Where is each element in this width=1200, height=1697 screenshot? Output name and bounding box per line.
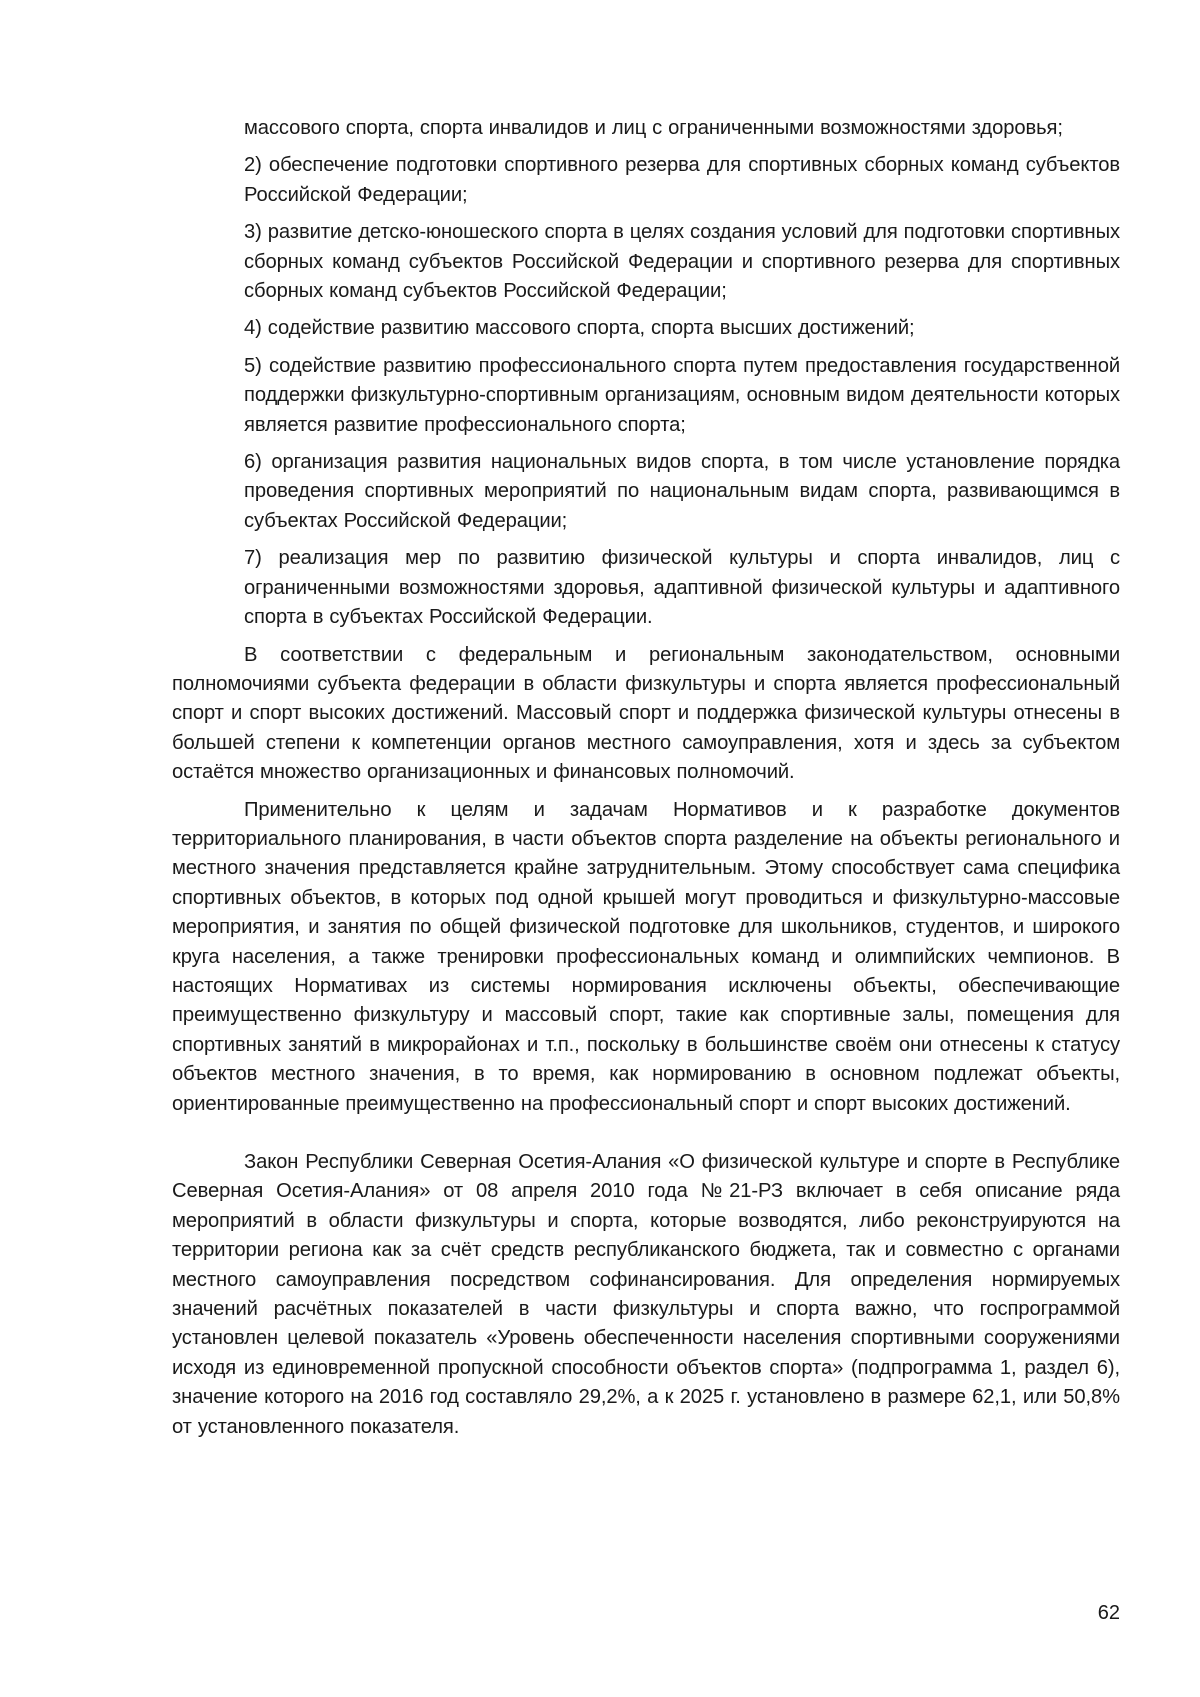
list-item-3: 3) развитие детско-юношеского спорта в целях создания условий для подготовки спортивных сборных команд субъектов Российской Федерации и спортивного резерва для спортивных сборных команд субъектов Российской Федерации; bbox=[244, 221, 1120, 303]
paragraph-federal-legislation: В соответствии с федеральным и региональным законодательством, основными полномочиями субъекта федерации в области физкультуры и спорта является профессиональный спорт и спорт высоких достижений. Массовый спорт и поддержка физической культуры отнесены в большей степени к компетенции органов местного самоуправления, хотя и здесь за субъектом остаётся множество организационных и финансовых полномочий. bbox=[172, 643, 1120, 784]
page-body-text bbox=[172, 114, 1120, 1450]
page-number: 62 bbox=[1097, 1602, 1120, 1624]
paragraph-regional-law: Закон Республики Северная Осетия-Алания «О физической культуре и спорте в Республике Северная Осетия-Алания» от 08 апреля 2010 года №21-РЗ включает в себя описание ряда мероприятий в области физкультуры и спорта, которые возводятся, либо реконструируются на территории региона как за счёт средств республиканского бюджета, так и совместно с органами местного самоуправления посредством софинансирования. Для определения нормируемых значений расчётных показателей в части физкультуры и спорта важно, что госпрограммой установлен целевой показатель «Уровень обеспеченности населения спортивными сооружениями исходя из единовременной пропускной способности объектов спорта» (подпрограмма 1, раздел 6), значение которого на 2016 год составляло 29,2%, а к 2025 г. установлено в размере 62,1, или 50,8% от установленного показателя. bbox=[172, 1151, 1120, 1438]
paragraph-normatives: Применительно к целям и задачам Нормативов и к разработке документов территориального планирования, в части объектов спорта разделение на объекты регионального и местного значения представляется крайне затруднительным. Этому способствует сама специфика спортивных объектов, в которых под одной крышей могут проводиться и физкультурно-массовые мероприятия, и занятия по общей физической подготовке для школьников, студентов, и широкого круга населения, а также тренировки профессиональных команд и олимпийских чемпионов. В настоящих Нормативах из системы нормирования исключены объекты, обеспечивающие преимущественно физкультуру и массовый спорт, такие как спортивные залы, помещения для спортивных занятий в микрорайонах и т.п., поскольку в большинстве своём они отнесены к статусу объектов местного значения, в то время, как нормированию в основном подлежат объекты, ориентированные преимущественно на профессиональный спорт и спорт высоких достижений. bbox=[172, 798, 1120, 1115]
list-item-continuation: массового спорта, спорта инвалидов и лиц с ограниченными возможностями здоровья; bbox=[244, 117, 1063, 139]
list-item-7: 7) реализация мер по развитию физической культуры и спорта инвалидов, лиц с ограниченными возможностями здоровья, адаптивной физической культуры и адаптивного спорта в субъектах Российской Федерации. bbox=[244, 547, 1120, 629]
list-item-6: 6) организация развития национальных видов спорта, в том числе установление порядка проведения спортивных мероприятий по национальным видам спорта, развивающимся в субъектах Российской Федерации; bbox=[244, 451, 1120, 532]
list-item-4: 4) содействие развитию массового спорта, спорта высших достижений; bbox=[244, 317, 915, 340]
list-item-2: 2) обеспечение подготовки спортивного резерва для спортивных сборных команд субъектов Российской Федерации; bbox=[244, 154, 1120, 206]
list-item-5: 5) содействие развитию профессионального спорта путем предоставления государственной поддержки физкультурно-спортивным организациям, основным видом деятельности которых является развитие профессионального спорта; bbox=[244, 354, 1120, 436]
